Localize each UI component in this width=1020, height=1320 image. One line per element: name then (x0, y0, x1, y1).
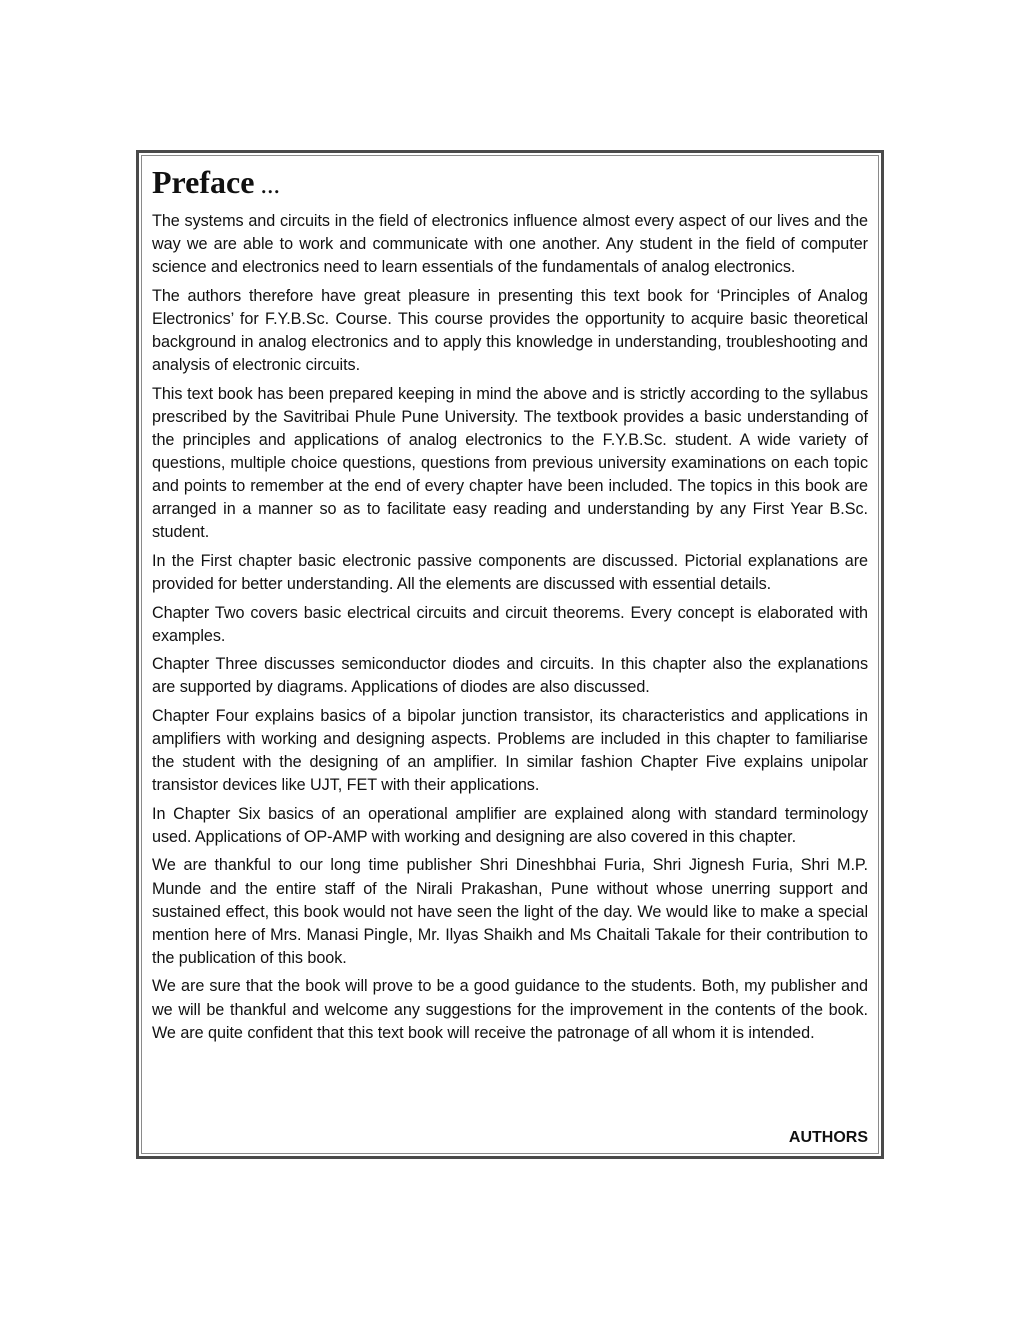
paragraph-chapter-two: Chapter Two covers basic electrical circuits and circuit theorems. Every concept is elaborated with examples. (152, 603, 868, 645)
paragraph-chapter-four-five: Chapter Four explains basics of a bipolar junction transistor, its characteristics and applications in amplifiers with working and designing aspects. Problems are included in this chapter to familiarise the student with the designing of an amplifier. In similar fashion Chapter Five explains unipolar transistor devices like UJT, FET with their applications. (152, 706, 868, 795)
page-title (152, 162, 868, 205)
paragraph-intro: The systems and circuits in the field of electronics influence almost every aspect of our lives and the way we are able to work and communicate with one another. Any student in the field of computer science and electronics need to learn essentials of the fundamentals of analog electronics. (152, 212, 868, 277)
authors-signature: AUTHORS (788, 1129, 868, 1146)
paragraph-course: The authors therefore have great pleasure in presenting this text book for ‘Principles of Analog Electronics’ for F.Y.B.Sc. Course. This course provides the opportunity to acquire basic theoretical background in analog electronics and to apply this knowledge in understanding, troubleshooting and analysis of electronic circuits. (152, 286, 868, 375)
paragraph-syllabus: This text book has been prepared keeping in mind the above and is strictly according to the syllabus prescribed by the Savitribai Phule Pune University. The textbook provides a basic understanding of the principles and applications of analog electronics to the F.Y.B.Sc. student. A wide variety of questions, multiple choice questions, questions from previous university examinations on each topic and points to remember at the end of every chapter have been included. The topics in this book are arranged in a manner so as to facilitate easy reading and understanding by any First Year B.Sc. student. (152, 384, 868, 542)
title-text: Preface (152, 164, 255, 200)
title-ellipsis: ... (260, 170, 280, 199)
paragraph-closing: We are sure that the book will prove to be a good guidance to the students. Both, my publisher and we will be thankful and welcome any suggestions for the improvement in the contents of the book. We are quite confident that this text book will receive the patronage of all whom it is intended. (152, 977, 868, 1042)
paragraph-chapter-three: Chapter Three discusses semiconductor diodes and circuits. In this chapter also the explanations are supported by diagrams. Applications of diodes are also discussed. (152, 655, 868, 697)
preface-frame (136, 150, 884, 1159)
paragraph-chapter-one: In the First chapter basic electronic passive components are discussed. Pictorial explanations are provided for better understanding. All the elements are discussed with essential details. (152, 551, 868, 593)
paragraph-acknowledgements: We are thankful to our long time publisher Shri Dineshbhai Furia, Shri Jignesh Furia, Shri M.P. Munde and the entire staff of the Nirali Prakashan, Pune without whose unerring support and sustained effect, this book would not have seen the light of the day. We would like to make a special mention here of Mrs. Manasi Pingle, Mr. Ilyas Shaikh and Ms Chaitali Takale for their contribution to the publication of this book. (152, 856, 868, 967)
paragraph-chapter-six: In Chapter Six basics of an operational amplifier are explained along with standard terminology used. Applications of OP-AMP with working and designing are also covered in this chapter. (152, 804, 868, 846)
preface-content (141, 155, 879, 1154)
